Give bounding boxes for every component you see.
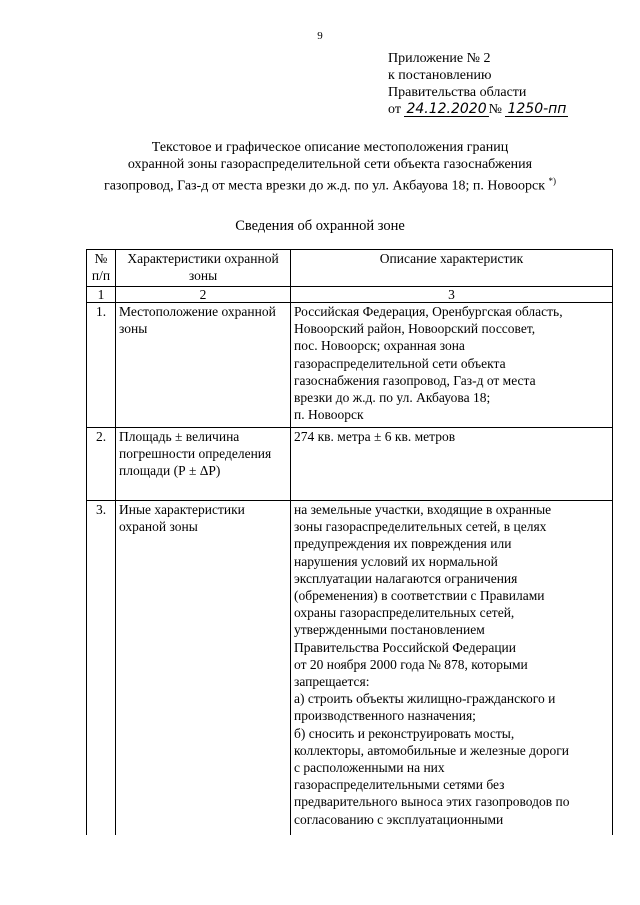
characteristic-cell: Иные характеристики охраной зоны bbox=[116, 501, 291, 836]
title-line: газопровод, Газ-д от места врезки до ж.д. по ул. Акбауова 18; п. Новоорск bbox=[103, 178, 546, 194]
column-number-row bbox=[87, 287, 613, 303]
header-cell-number: № п/п bbox=[87, 250, 116, 287]
description-line: производственного назначения; bbox=[294, 708, 476, 724]
table-row bbox=[87, 501, 613, 836]
title-line: охранной зоны газораспределительной сети объекта газоснабжения bbox=[127, 157, 533, 172]
appendix-date-line bbox=[388, 101, 568, 118]
column-number-cell: 1 bbox=[87, 287, 116, 303]
header-cell-description: Описание характеристик bbox=[291, 250, 613, 287]
appendix-line: Правительства области bbox=[388, 85, 527, 100]
description-cell bbox=[291, 501, 613, 836]
description-line: б) сносить и реконструировать мосты, bbox=[294, 725, 515, 741]
description-line: газораспределительной сети объекта bbox=[294, 355, 506, 371]
description-line: зоны газораспределительных сетей, в целях bbox=[294, 519, 547, 535]
description-line: Новоорский район, Новоорский поссовет, bbox=[294, 321, 536, 337]
description-line: охраны газораспределительных сетей, bbox=[294, 605, 515, 621]
document-title bbox=[80, 139, 580, 195]
header-cell-characteristics: Характеристики охранной зоны bbox=[116, 250, 291, 287]
date-prefix: от bbox=[388, 102, 401, 117]
footnote-mark: *) bbox=[548, 176, 557, 186]
column-number-cell: 3 bbox=[291, 287, 613, 303]
appendix-line: Приложение № 2 bbox=[388, 51, 491, 66]
table-header-row bbox=[87, 250, 613, 287]
handwritten-date: 24.12.2020 bbox=[406, 101, 487, 117]
protection-zone-table bbox=[86, 249, 613, 835]
description-line: (обременения) в соответствии с Правилами bbox=[294, 588, 545, 604]
characteristic-cell: Площадь ± величина погрешности определения площади (Р ± ΔР) bbox=[116, 428, 291, 501]
title-line: Текстовое и графическое описание местоположения границ bbox=[151, 140, 509, 155]
table-row bbox=[87, 428, 613, 501]
description-line: 274 кв. метра ± 6 кв. метров bbox=[294, 429, 456, 444]
description-line: на земельные участки, входящие в охранные bbox=[294, 502, 552, 517]
description-line: пос. Новоорск; охранная зона bbox=[294, 338, 465, 354]
description-cell bbox=[291, 303, 613, 428]
description-line: Правительства Российской Федерации bbox=[294, 639, 516, 655]
row-number-cell: 3. bbox=[87, 501, 116, 836]
description-line: п. Новоорск bbox=[294, 407, 364, 423]
title-line-3 bbox=[80, 173, 580, 195]
table-row bbox=[87, 303, 613, 428]
description-line: предварительного выноса этих газопроводов по bbox=[294, 794, 570, 810]
row-number-cell: 1. bbox=[87, 303, 116, 428]
description-line: от 20 ноября 2000 года № 878, которыми bbox=[294, 656, 528, 672]
appendix-line: к постановлению bbox=[388, 68, 492, 83]
description-line: нарушения условий их нормальной bbox=[294, 553, 498, 569]
description-line: газоснабжения газопровод, Газ-д от места bbox=[294, 372, 536, 388]
description-line: Российская Федерация, Оренбургская область, bbox=[294, 304, 563, 319]
description-cell bbox=[291, 428, 613, 501]
description-line: газораспределительными сетями без bbox=[294, 777, 505, 793]
row-number-cell: 2. bbox=[87, 428, 116, 501]
page-number: 9 bbox=[317, 30, 323, 42]
description-line: а) строить объекты жилищно-гражданского и bbox=[294, 691, 556, 707]
description-line: эксплуатации налагаются ограничения bbox=[294, 570, 518, 586]
description-line: утвержденными постановлением bbox=[294, 622, 485, 638]
description-line: с расположенными на них bbox=[294, 760, 445, 776]
description-line: врезки до ж.д. по ул. Акбауова 18; bbox=[294, 390, 491, 406]
handwritten-number: 1250-пп bbox=[507, 101, 567, 117]
description-line: запрещается: bbox=[294, 674, 370, 690]
description-line: согласованию с эксплуатационными bbox=[294, 811, 504, 827]
number-sign: № bbox=[488, 102, 502, 117]
appendix-block bbox=[388, 50, 568, 118]
characteristic-cell: Местоположение охранной зоны bbox=[116, 303, 291, 428]
description-line: предупреждения их повреждения или bbox=[294, 536, 512, 552]
description-line: коллекторы, автомобильные и железные дороги bbox=[294, 742, 570, 758]
column-number-cell: 2 bbox=[116, 287, 291, 303]
section-title: Сведения об охранной зоне bbox=[235, 218, 405, 234]
